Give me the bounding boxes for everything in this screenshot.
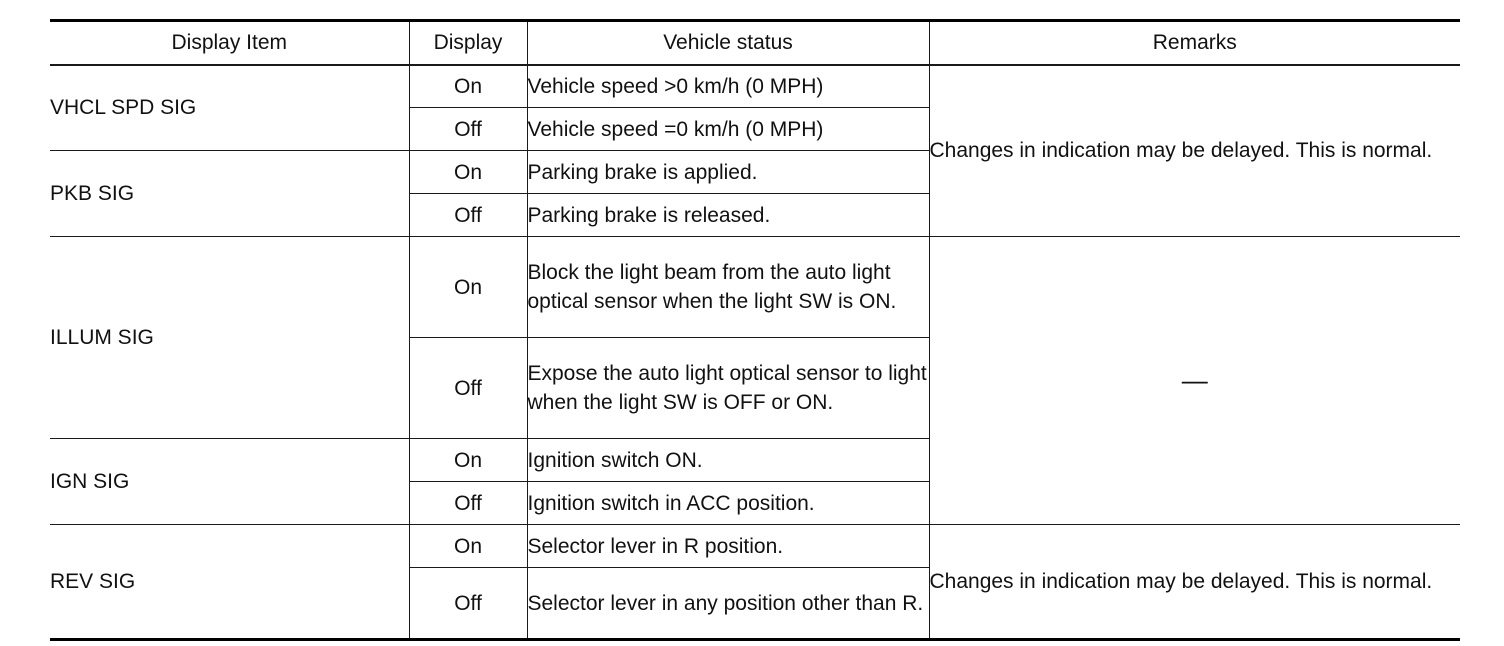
table-row: [50, 237, 1460, 338]
vehicle-status: Parking brake is applied.: [527, 151, 929, 194]
header-row: [50, 21, 1460, 65]
header-display-item: Display Item: [50, 21, 409, 65]
header-remarks: Remarks: [929, 21, 1460, 65]
display-value: Off: [409, 108, 527, 151]
item-illum-sig: ILLUM SIG: [50, 237, 409, 439]
vehicle-status: Vehicle speed =0 km/h (0 MPH): [527, 108, 929, 151]
display-value: Off: [409, 482, 527, 525]
display-value: Off: [409, 194, 527, 237]
table-row: [50, 525, 1460, 568]
display-value: On: [409, 525, 527, 568]
item-pkb-sig: PKB SIG: [50, 151, 409, 237]
remarks-cell: Changes in indication may be delayed. This is normal.: [929, 65, 1460, 237]
remarks-cell: Changes in indication may be delayed. This is normal.: [929, 525, 1460, 640]
signal-display-table: [50, 19, 1460, 641]
display-value: On: [409, 65, 527, 108]
vehicle-status: Parking brake is released.: [527, 194, 929, 237]
vehicle-status: Vehicle speed >0 km/h (0 MPH): [527, 65, 929, 108]
display-value: Off: [409, 338, 527, 439]
vehicle-status: Selector lever in any position other than R.: [527, 568, 929, 640]
vehicle-status: Selector lever in R position.: [527, 525, 929, 568]
header-vehicle-status: Vehicle status: [527, 21, 929, 65]
display-value: On: [409, 237, 527, 338]
item-ign-sig: IGN SIG: [50, 439, 409, 525]
vehicle-status: Ignition switch ON.: [527, 439, 929, 482]
remarks-dash: —: [929, 237, 1460, 525]
header-display: Display: [409, 21, 527, 65]
item-rev-sig: REV SIG: [50, 525, 409, 640]
vehicle-status: Ignition switch in ACC position.: [527, 482, 929, 525]
display-value: On: [409, 151, 527, 194]
display-value: On: [409, 439, 527, 482]
vehicle-status: Block the light beam from the auto light optical sensor when the light SW is ON.: [527, 237, 929, 338]
display-value: Off: [409, 568, 527, 640]
item-vhcl-spd-sig: VHCL SPD SIG: [50, 65, 409, 151]
table-row: [50, 65, 1460, 108]
vehicle-status: Expose the auto light optical sensor to light when the light SW is OFF or ON.: [527, 338, 929, 439]
